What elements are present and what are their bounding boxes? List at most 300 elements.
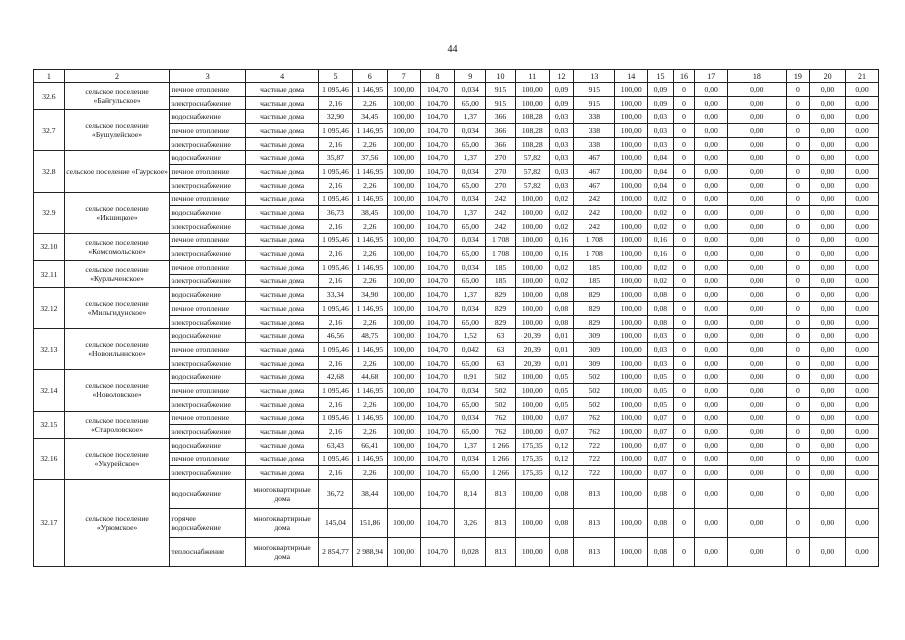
value-cell: 0,00 [846, 233, 879, 247]
row-number: 32.6 [34, 83, 65, 110]
value-cell: 100,00 [615, 452, 648, 466]
value-cell: 104,70 [420, 247, 455, 261]
value-cell: 1 708 [574, 233, 615, 247]
value-cell: 0,00 [810, 302, 846, 316]
housing-type-cell: частные дома [246, 315, 319, 329]
housing-type-cell: частные дома [246, 466, 319, 480]
value-cell: 0 [786, 411, 810, 425]
value-cell: 100,00 [615, 356, 648, 370]
value-cell: 0,00 [695, 124, 728, 138]
service-cell: водоснабжение [170, 110, 246, 124]
housing-type-cell: частные дома [246, 274, 319, 288]
housing-type-cell: частные дома [246, 192, 319, 206]
value-cell: 762 [574, 411, 615, 425]
column-header: 2 [64, 70, 170, 83]
value-cell: 104,70 [420, 343, 455, 357]
value-cell: 0,01 [549, 343, 574, 357]
value-cell: 0,00 [695, 165, 728, 179]
value-cell: 38,45 [352, 206, 387, 220]
value-cell: 185 [574, 260, 615, 274]
value-cell: 0,00 [728, 302, 786, 316]
value-cell: 1,52 [455, 329, 486, 343]
value-cell: 0,03 [549, 178, 574, 192]
value-cell: 100,00 [615, 370, 648, 384]
value-cell: 100,00 [515, 508, 549, 537]
value-cell: 502 [574, 370, 615, 384]
value-cell: 1 708 [574, 247, 615, 261]
service-cell: водоснабжение [170, 438, 246, 452]
value-cell: 0,09 [648, 83, 674, 97]
value-cell: 762 [574, 425, 615, 439]
value-cell: 104,70 [420, 370, 455, 384]
value-cell: 467 [574, 151, 615, 165]
value-cell: 0 [786, 274, 810, 288]
value-cell: 0,00 [846, 508, 879, 537]
row-number: 32.17 [34, 479, 65, 566]
value-cell: 0,00 [695, 508, 728, 537]
column-header: 9 [455, 70, 486, 83]
value-cell: 467 [574, 178, 615, 192]
value-cell: 100,00 [515, 247, 549, 261]
value-cell: 57,82 [515, 165, 549, 179]
value-cell: 100,00 [615, 329, 648, 343]
service-cell: электроснабжение [170, 466, 246, 480]
column-header: 20 [810, 70, 846, 83]
value-cell: 104,70 [420, 192, 455, 206]
value-cell: 0,00 [695, 233, 728, 247]
value-cell: 100,00 [515, 537, 549, 566]
value-cell: 0,04 [648, 151, 674, 165]
value-cell: 242 [574, 206, 615, 220]
column-header: 14 [615, 70, 648, 83]
column-header: 1 [34, 70, 65, 83]
value-cell: 66,41 [352, 438, 387, 452]
value-cell: 0,00 [846, 124, 879, 138]
value-cell: 175,35 [515, 452, 549, 466]
value-cell: 829 [574, 302, 615, 316]
value-cell: 0 [786, 247, 810, 261]
value-cell: 1,37 [455, 206, 486, 220]
value-cell: 813 [574, 479, 615, 508]
value-cell: 104,70 [420, 260, 455, 274]
value-cell: 0 [673, 165, 695, 179]
value-cell: 100,00 [615, 302, 648, 316]
value-cell: 0 [786, 425, 810, 439]
value-cell: 100,00 [615, 397, 648, 411]
value-cell: 338 [574, 137, 615, 151]
value-cell: 0 [786, 452, 810, 466]
value-cell: 0 [786, 165, 810, 179]
value-cell: 1,37 [455, 110, 486, 124]
value-cell: 1 146,95 [352, 452, 387, 466]
value-cell: 104,70 [420, 274, 455, 288]
value-cell: 0,12 [549, 452, 574, 466]
value-cell: 0,00 [810, 206, 846, 220]
housing-type-cell: частные дома [246, 411, 319, 425]
value-cell: 0,00 [810, 96, 846, 110]
value-cell: 104,70 [420, 397, 455, 411]
value-cell: 0,04 [648, 165, 674, 179]
value-cell: 1 146,95 [352, 192, 387, 206]
value-cell: 1 266 [486, 438, 516, 452]
value-cell: 1,37 [455, 151, 486, 165]
value-cell: 0,00 [846, 288, 879, 302]
value-cell: 1 708 [486, 233, 516, 247]
value-cell: 100,00 [515, 370, 549, 384]
column-header: 13 [574, 70, 615, 83]
value-cell: 0 [786, 110, 810, 124]
value-cell: 0,00 [846, 274, 879, 288]
value-cell: 242 [574, 192, 615, 206]
value-cell: 100,00 [387, 370, 420, 384]
value-cell: 100,00 [387, 537, 420, 566]
value-cell: 0 [786, 315, 810, 329]
value-cell: 108,28 [515, 124, 549, 138]
value-cell: 63 [486, 343, 516, 357]
row-number: 32.14 [34, 370, 65, 411]
value-cell: 0,00 [728, 425, 786, 439]
value-cell: 0,07 [648, 466, 674, 480]
settlement-name: сельское поселение «Курлыченское» [64, 260, 170, 287]
value-cell: 0,03 [549, 110, 574, 124]
value-cell: 0,09 [549, 96, 574, 110]
service-cell: водоснабжение [170, 329, 246, 343]
value-cell: 2,16 [319, 356, 353, 370]
value-cell: 65,00 [455, 247, 486, 261]
service-cell: печное отопление [170, 411, 246, 425]
service-cell: печное отопление [170, 83, 246, 97]
value-cell: 813 [486, 508, 516, 537]
value-cell: 0 [786, 219, 810, 233]
housing-type-cell: частные дома [246, 288, 319, 302]
value-cell: 0,00 [846, 343, 879, 357]
table-row [34, 288, 879, 302]
value-cell: 38,44 [352, 479, 387, 508]
value-cell: 104,70 [420, 315, 455, 329]
value-cell: 0,00 [846, 110, 879, 124]
value-cell: 100,00 [615, 165, 648, 179]
value-cell: 100,00 [387, 343, 420, 357]
value-cell: 813 [486, 479, 516, 508]
value-cell: 0,00 [846, 452, 879, 466]
value-cell: 34,90 [352, 288, 387, 302]
value-cell: 502 [486, 397, 516, 411]
value-cell: 0,00 [846, 370, 879, 384]
value-cell: 0,08 [648, 537, 674, 566]
value-cell: 2,16 [319, 466, 353, 480]
value-cell: 0 [786, 151, 810, 165]
value-cell: 0,00 [695, 466, 728, 480]
value-cell: 0 [786, 370, 810, 384]
service-cell: печное отопление [170, 384, 246, 398]
value-cell: 0,00 [810, 370, 846, 384]
value-cell: 104,70 [420, 438, 455, 452]
value-cell: 0,00 [695, 343, 728, 357]
value-cell: 44,68 [352, 370, 387, 384]
value-cell: 0 [786, 466, 810, 480]
value-cell: 104,70 [420, 356, 455, 370]
value-cell: 0,00 [728, 329, 786, 343]
value-cell: 0,03 [648, 124, 674, 138]
value-cell: 100,00 [387, 411, 420, 425]
value-cell: 0 [673, 356, 695, 370]
value-cell: 0,00 [728, 96, 786, 110]
value-cell: 0,03 [648, 329, 674, 343]
value-cell: 100,00 [515, 411, 549, 425]
value-cell: 0 [673, 288, 695, 302]
value-cell: 0,00 [810, 192, 846, 206]
value-cell: 100,00 [615, 479, 648, 508]
value-cell: 0,00 [728, 508, 786, 537]
value-cell: 100,00 [387, 137, 420, 151]
value-cell: 0,00 [728, 151, 786, 165]
value-cell: 0,00 [728, 397, 786, 411]
value-cell: 0,02 [648, 206, 674, 220]
value-cell: 108,28 [515, 137, 549, 151]
value-cell: 829 [486, 302, 516, 316]
value-cell: 100,00 [387, 452, 420, 466]
value-cell: 100,00 [387, 110, 420, 124]
value-cell: 0 [673, 83, 695, 97]
value-cell: 0,08 [648, 479, 674, 508]
table-row [34, 151, 879, 165]
housing-type-cell: частные дома [246, 83, 319, 97]
value-cell: 100,00 [615, 425, 648, 439]
value-cell: 104,70 [420, 233, 455, 247]
value-cell: 0,034 [455, 411, 486, 425]
table-row [34, 411, 879, 425]
value-cell: 48,75 [352, 329, 387, 343]
service-cell: электроснабжение [170, 219, 246, 233]
service-cell: водоснабжение [170, 206, 246, 220]
table-body [34, 83, 879, 567]
housing-type-cell: частные дома [246, 219, 319, 233]
row-number: 32.13 [34, 329, 65, 370]
value-cell: 0 [786, 537, 810, 566]
value-cell: 0,00 [846, 425, 879, 439]
value-cell: 104,70 [420, 137, 455, 151]
value-cell: 366 [486, 124, 516, 138]
column-header: 4 [246, 70, 319, 83]
housing-type-cell: частные дома [246, 178, 319, 192]
value-cell: 100,00 [515, 425, 549, 439]
value-cell: 0 [673, 397, 695, 411]
value-cell: 0,00 [695, 192, 728, 206]
value-cell: 0,00 [728, 411, 786, 425]
value-cell: 0,00 [728, 247, 786, 261]
housing-type-cell: многоквартирные дома [246, 537, 319, 566]
value-cell: 309 [574, 356, 615, 370]
value-cell: 0,03 [648, 343, 674, 357]
value-cell: 2 854,77 [319, 537, 353, 566]
value-cell: 104,70 [420, 302, 455, 316]
value-cell: 0,00 [695, 452, 728, 466]
value-cell: 100,00 [387, 165, 420, 179]
column-header: 3 [170, 70, 246, 83]
value-cell: 0,00 [728, 165, 786, 179]
table-row [34, 83, 879, 97]
value-cell: 100,00 [387, 479, 420, 508]
value-cell: 242 [486, 192, 516, 206]
value-cell: 0,12 [549, 438, 574, 452]
service-cell: электроснабжение [170, 397, 246, 411]
value-cell: 0,00 [810, 397, 846, 411]
value-cell: 915 [574, 96, 615, 110]
value-cell: 2,26 [352, 178, 387, 192]
value-cell: 0,16 [648, 247, 674, 261]
value-cell: 1 146,95 [352, 343, 387, 357]
value-cell: 0,00 [695, 206, 728, 220]
value-cell: 100,00 [515, 233, 549, 247]
value-cell: 100,00 [387, 151, 420, 165]
value-cell: 0,08 [549, 302, 574, 316]
table-row [34, 260, 879, 274]
value-cell: 100,00 [615, 192, 648, 206]
value-cell: 0,00 [846, 247, 879, 261]
value-cell: 108,28 [515, 110, 549, 124]
value-cell: 175,35 [515, 466, 549, 480]
value-cell: 502 [486, 384, 516, 398]
value-cell: 0,00 [846, 165, 879, 179]
value-cell: 2,16 [319, 96, 353, 110]
value-cell: 0 [786, 343, 810, 357]
value-cell: 100,00 [515, 384, 549, 398]
value-cell: 100,00 [387, 288, 420, 302]
value-cell: 0,00 [846, 151, 879, 165]
value-cell: 100,00 [387, 508, 420, 537]
value-cell: 0,00 [728, 315, 786, 329]
value-cell: 0,00 [810, 329, 846, 343]
value-cell: 762 [486, 425, 516, 439]
value-cell: 2,16 [319, 315, 353, 329]
value-cell: 0,08 [549, 288, 574, 302]
value-cell: 36,72 [319, 479, 353, 508]
value-cell: 65,00 [455, 356, 486, 370]
value-cell: 1 146,95 [352, 165, 387, 179]
value-cell: 0,03 [549, 137, 574, 151]
value-cell: 36,73 [319, 206, 353, 220]
value-cell: 0,03 [549, 151, 574, 165]
value-cell: 57,82 [515, 178, 549, 192]
service-cell: водоснабжение [170, 479, 246, 508]
value-cell: 0,05 [648, 384, 674, 398]
value-cell: 0,00 [846, 219, 879, 233]
value-cell: 63,43 [319, 438, 353, 452]
value-cell: 813 [574, 508, 615, 537]
value-cell: 0 [786, 206, 810, 220]
value-cell: 0,00 [728, 137, 786, 151]
value-cell: 0,00 [728, 343, 786, 357]
value-cell: 0,00 [695, 110, 728, 124]
value-cell: 100,00 [515, 274, 549, 288]
value-cell: 0 [673, 466, 695, 480]
value-cell: 100,00 [615, 384, 648, 398]
value-cell: 0 [673, 110, 695, 124]
table-row [34, 192, 879, 206]
value-cell: 34,45 [352, 110, 387, 124]
value-cell: 0,00 [728, 192, 786, 206]
value-cell: 0,00 [695, 329, 728, 343]
value-cell: 0,00 [810, 124, 846, 138]
value-cell: 0,00 [728, 233, 786, 247]
value-cell: 0,02 [648, 192, 674, 206]
value-cell: 0,05 [549, 384, 574, 398]
value-cell: 0,05 [549, 370, 574, 384]
value-cell: 100,00 [387, 178, 420, 192]
value-cell: 100,00 [387, 274, 420, 288]
value-cell: 309 [574, 329, 615, 343]
value-cell: 0,02 [549, 192, 574, 206]
value-cell: 0,00 [846, 206, 879, 220]
value-cell: 35,87 [319, 151, 353, 165]
value-cell: 0,00 [810, 274, 846, 288]
value-cell: 0 [786, 397, 810, 411]
value-cell: 0,00 [695, 370, 728, 384]
housing-type-cell: частные дома [246, 233, 319, 247]
value-cell: 1 146,95 [352, 384, 387, 398]
value-cell: 100,00 [515, 260, 549, 274]
value-cell: 0,00 [810, 479, 846, 508]
value-cell: 0,00 [810, 356, 846, 370]
value-cell: 0,03 [549, 165, 574, 179]
value-cell: 2,16 [319, 178, 353, 192]
value-cell: 0,00 [810, 288, 846, 302]
value-cell: 46,56 [319, 329, 353, 343]
value-cell: 0,08 [648, 508, 674, 537]
value-cell: 0,00 [846, 397, 879, 411]
value-cell: 915 [486, 83, 516, 97]
value-cell: 0,08 [648, 288, 674, 302]
value-cell: 100,00 [387, 466, 420, 480]
value-cell: 0 [786, 288, 810, 302]
column-header: 21 [846, 70, 879, 83]
value-cell: 0,00 [695, 260, 728, 274]
value-cell: 100,00 [615, 110, 648, 124]
value-cell: 104,70 [420, 219, 455, 233]
value-cell: 100,00 [387, 302, 420, 316]
value-cell: 0,00 [695, 247, 728, 261]
value-cell: 0,00 [810, 508, 846, 537]
row-number: 32.7 [34, 110, 65, 151]
value-cell: 0 [673, 247, 695, 261]
service-cell: горячее водоснабжение [170, 508, 246, 537]
value-cell: 100,00 [387, 260, 420, 274]
value-cell: 104,70 [420, 151, 455, 165]
value-cell: 0,00 [695, 425, 728, 439]
value-cell: 100,00 [515, 302, 549, 316]
housing-type-cell: частные дома [246, 96, 319, 110]
value-cell: 366 [486, 137, 516, 151]
value-cell: 65,00 [455, 315, 486, 329]
value-cell: 0 [673, 370, 695, 384]
settlement-name: сельское поселение «Гаурское» [64, 151, 170, 192]
table-row [34, 233, 879, 247]
value-cell: 20,39 [515, 356, 549, 370]
value-cell: 65,00 [455, 137, 486, 151]
housing-type-cell: частные дома [246, 206, 319, 220]
value-cell: 0,00 [810, 466, 846, 480]
value-cell: 65,00 [455, 219, 486, 233]
value-cell: 722 [574, 438, 615, 452]
value-cell: 145,04 [319, 508, 353, 537]
value-cell: 104,70 [420, 288, 455, 302]
value-cell: 100,00 [387, 219, 420, 233]
value-cell: 0,00 [810, 219, 846, 233]
service-cell: водоснабжение [170, 370, 246, 384]
service-cell: электроснабжение [170, 178, 246, 192]
value-cell: 0,00 [728, 356, 786, 370]
value-cell: 2,26 [352, 466, 387, 480]
